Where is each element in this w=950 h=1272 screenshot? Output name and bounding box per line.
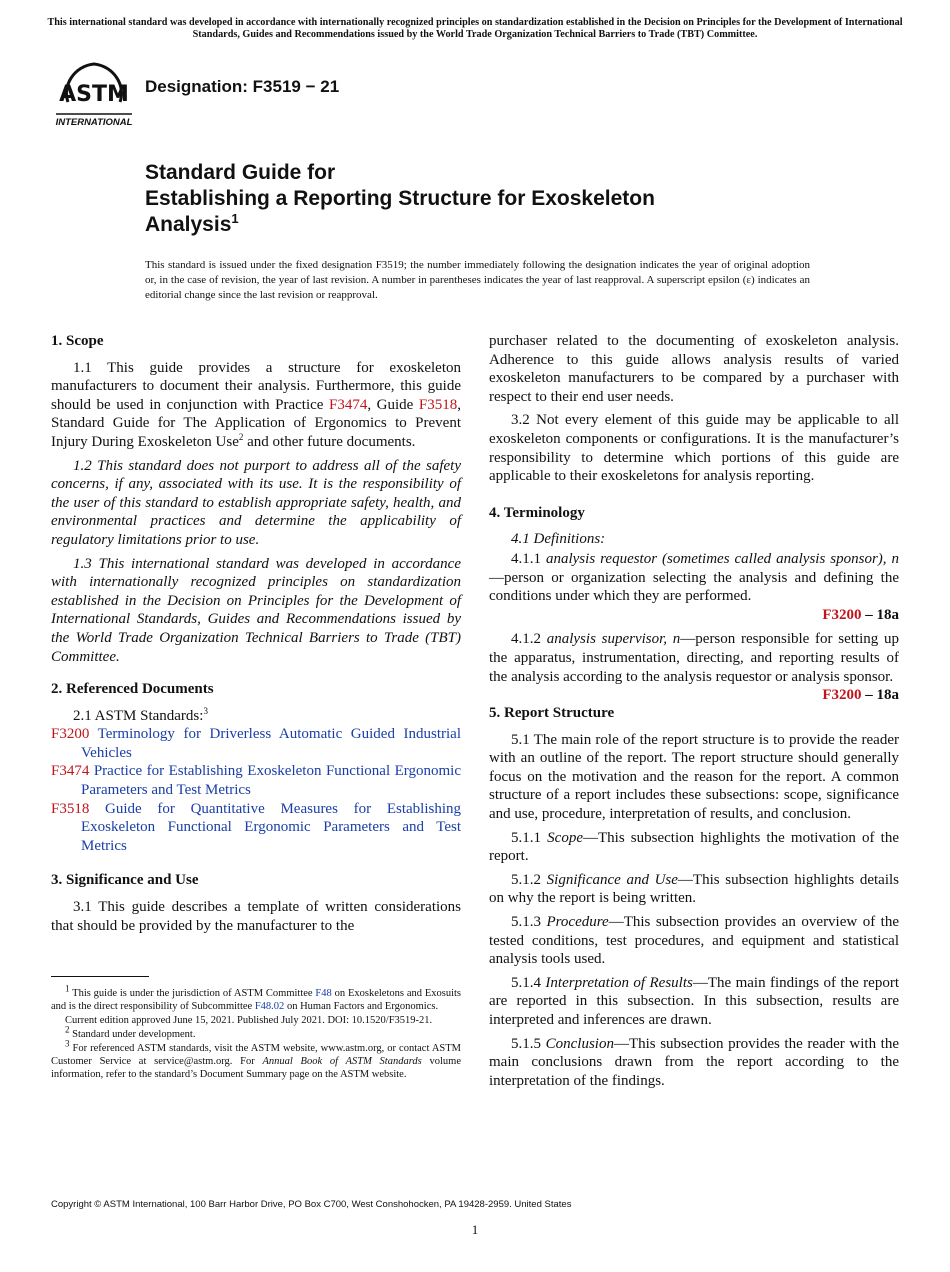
logo-subtext: INTERNATIONAL [55, 117, 133, 128]
definition-analysis-supervisor: 4.1.2 analysis supervisor, n—person responsible for setting up the apparatus, instrumentation, directing, and reporting results of the analysis according to the analysis requestor or analysis sponsor. F3200 – 18a [489, 631, 899, 704]
paragraph-1-2: 1.2 This standard does not purport to address all of the safety concerns, if any, associated with its use. It is the responsibility of the user of this standard to establish appropriate safety, health, and environmental practices and determine the applicability of regulatory limitations prior to use. [51, 457, 461, 548]
logo-text: ASTM [59, 82, 129, 107]
footnote-1-approval: Current edition approved June 15, 2021. Published July 2021. DOI: 10.1520/F3519-21. [65, 1015, 433, 1026]
link-f3518[interactable]: F3518 [418, 396, 458, 413]
paragraph-3-1-part-a: 3.1 This guide describes a template of written considerations that should be provided by the manufacturer to the [51, 899, 461, 934]
paragraph-3-2: 3.2 Not every element of this guide may be applicable to all exoskeleton components or configurations. It is the manufacturer’s responsibility to determine which portions of this guide are applicable to their exoskeletons for analysis reporting. [489, 412, 899, 485]
source-tag: F3200 – 18a [822, 606, 899, 623]
right-column [489, 332, 899, 1095]
reference-item[interactable]: F3518 Guide for Quantitative Measures for Establishing Exoskeleton Functional Ergonomic Parameters and Test Metrics [51, 800, 461, 854]
copyright-footer: Copyright © ASTM International, 100 Barr Harbor Drive, PO Box C700, West Conshohocken, PA 19428-2959. United States [51, 1199, 572, 1210]
designation-explanation: This standard is issued under the fixed designation F3519; the number immediately following the designation indicates the year of original adoption or, in the case of revision, the year of last revision. A number in parentheses indicates the year of last reapproval. A superscript epsilon (ε) indicates an editorial change since the last revision or reapproval. [145, 259, 810, 301]
paragraph-1-1: 1.1 This guide provides a structure for exoskeleton manufacturers to document their analysis. Furthermore, this guide should be used in conjunction with Practice F3474, Guide F3518, Standard Guide for The Application of Ergonomics to Prevent Injury During Exoskeleton Use$^2$ and other future documents. [51, 359, 461, 450]
link-f3200[interactable]: F3200 [822, 606, 862, 623]
paragraph-5-1-5: 5.1.5 Conclusion—This subsection provides the reader with the main conclusions drawn from the report according to the interpretation of the findings. [489, 1035, 900, 1089]
designation: Designation: F3519 − 21 [145, 77, 340, 96]
terminology-heading: 4. Terminology [489, 504, 585, 521]
title-footnote-ref[interactable]: 1 [231, 211, 239, 226]
paragraph-5-1: 5.1 The main role of the report structure is to provide the reader with an outline of the report. The report structure should generally focus on the motivation and the reason for the report. A common structure of a report includes these subsections: scope, significance and use, procedure, interpretation of results, and conclusion. [489, 731, 899, 823]
paragraph-1-3: 1.3 This international standard was developed in accordance with internationally recognized principles on standardization established in the Decision on Principles for the Development of International Standards, Guides and Recommendations issued by the World Trade Organization Technical Barriers to Trade (TBT) Committee. [51, 555, 461, 665]
definition-analysis-requestor: 4.1.1 analysis requestor (sometimes called analysis sponsor), n—person or organization selecting the analysis and defining the conditions under which they are performed. [489, 550, 900, 605]
paragraph-2-1: 2.1 ASTM Standards:$^3$ [73, 705, 208, 724]
referenced-documents-heading: 2. Referenced Documents [51, 681, 214, 698]
footnote-ref-2[interactable]: 2 [238, 431, 244, 442]
link-f3200[interactable]: F3200 [822, 687, 862, 704]
footnote-2: $^2$ Standard under development. [65, 1024, 196, 1040]
title-line-3: Analysis [145, 213, 232, 236]
link-f48-02[interactable]: F48.02 [254, 1001, 285, 1012]
page-number: 1 [471, 1222, 479, 1237]
paragraph-4-1: 4.1 Definitions: [511, 531, 606, 548]
footnotes [51, 983, 462, 1082]
footnote-ref-3[interactable]: 3 [203, 705, 208, 716]
reference-item[interactable]: F3200 Terminology for Driverless Automatic Guided Industrial Vehicles [51, 726, 461, 761]
paragraph-5-1-4: 5.1.4 Interpretation of Results—The main findings of the report are reported in this subsection. In this subsection, results are interpreted and inferences are drawn. [489, 974, 900, 1028]
paragraph-5-1-1: 5.1.1 Scope—This subsection highlights the motivation of the report. [489, 829, 900, 865]
astm-logo [54, 58, 134, 130]
paragraph-3-1-part-b: purchaser related to the documenting of exoskeleton analysis. Adherence to this guide allows analysis results of varied exoskeleton manufacturers to be compared by a purchaser with respect to their end user needs. [489, 333, 899, 405]
report-structure-heading: 5. Report Structure [489, 705, 615, 722]
title-line-1: Standard Guide for [145, 161, 336, 184]
title-line-2: Establishing a Reporting Structure for Exoskeleton [145, 187, 655, 210]
footnote-divider [51, 976, 149, 977]
paragraph-5-1-3: 5.1.3 Procedure—This subsection provides an overview of the tested conditions, test procedures, and equipment and statistical analysis tools used. [489, 914, 899, 968]
standard-notice: This international standard was developed in accordance with internationally recognized principles on standardization established in the Decision on Principles for the Development of International Standards, Guides and Recommendations issued by the World Trade Organization Technical Barriers to Trade (TBT) Committee. [47, 17, 903, 40]
reference-item[interactable]: F3474 Practice for Establishing Exoskeleton Functional Ergonomic Parameters and Test Metrics [51, 763, 461, 799]
reference-list [51, 725, 461, 855]
footnote-1: $^1$ This guide is under the jurisdiction of ASTM Committee F48 on Exoskeletons and Exosuits and is the direct responsibility of Subcommittee F48.02 on Human Factors and Ergonomics. [51, 983, 462, 1012]
paragraph-5-1-2: 5.1.2 Significance and Use—This subsection highlights details on why the report is being written. [489, 871, 900, 907]
significance-heading: 3. Significance and Use [51, 872, 199, 889]
scope-heading: 1. Scope [51, 333, 104, 349]
document-title [145, 160, 655, 238]
link-f3474[interactable]: F3474 [329, 396, 368, 413]
link-f48[interactable]: F48 [315, 988, 332, 999]
footnote-3: $^3$ For referenced ASTM standards, visit the ASTM website, www.astm.org, or contact ASTM Customer Service at service@astm.org. For Annual Book of ASTM Standards volume information, refer to the standard’s Document Summary page on the ASTM website. [51, 1038, 461, 1080]
left-column [51, 332, 461, 940]
